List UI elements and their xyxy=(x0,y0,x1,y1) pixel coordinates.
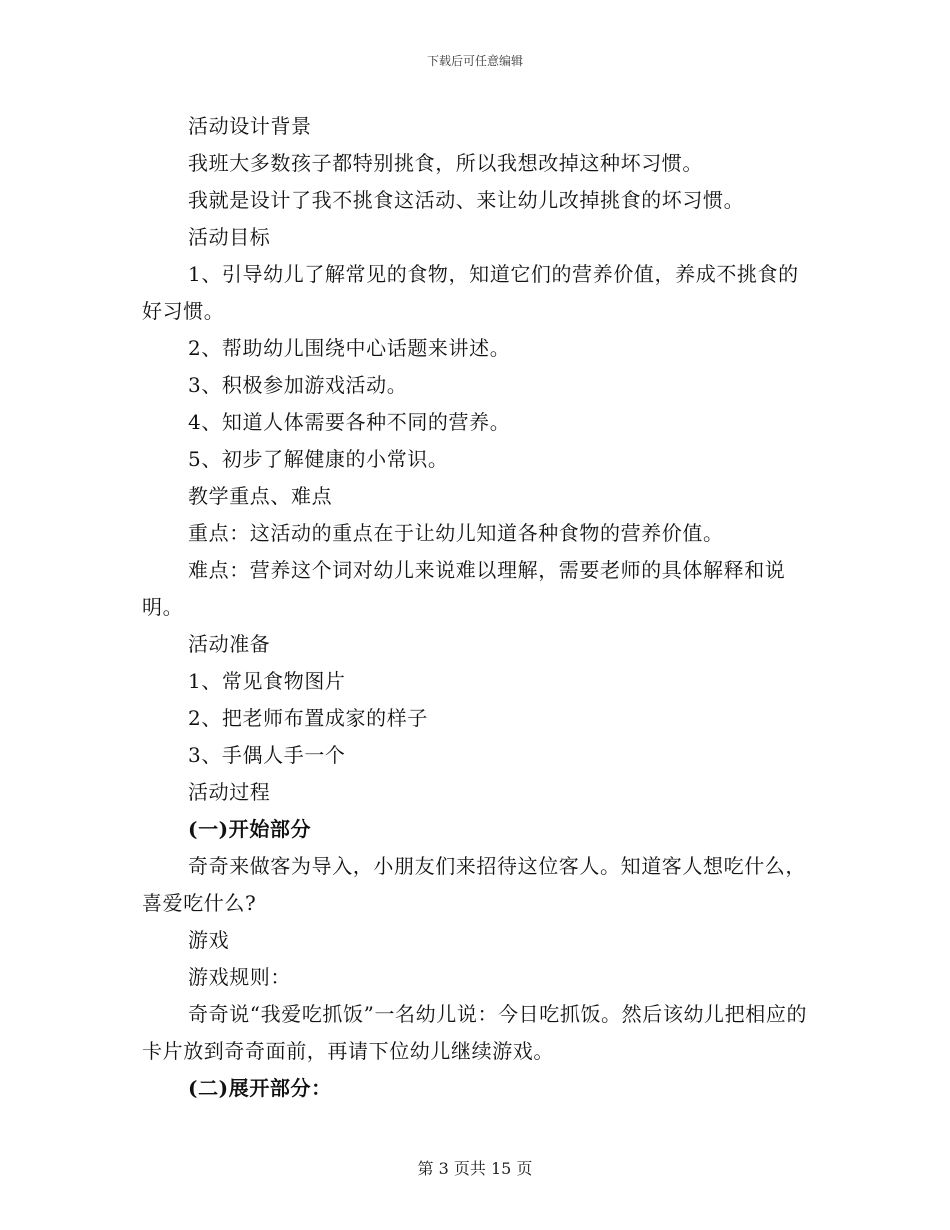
paragraph: 活动过程 xyxy=(188,780,271,804)
paragraph: 教学重点、难点 xyxy=(188,484,333,508)
paragraph: 奇奇说“我爱吃抓饭”一名幼儿说：今日吃抓饭。然后该幼儿把相应的卡片放到奇奇面前，再请下位幼儿继续游戏。 xyxy=(142,1002,808,1063)
paragraph: 活动目标 xyxy=(188,225,271,249)
paragraph: 活动准备 xyxy=(188,632,271,656)
paragraph: 奇奇来做客为导入，小朋友们来招待这位客人。知道客人想吃什么，喜爱吃什么? xyxy=(142,854,806,915)
document-body xyxy=(142,108,808,1107)
paragraph: 1、常见食物图片 xyxy=(188,669,346,693)
paragraph: 游戏 xyxy=(188,928,230,952)
paragraph: 1、引导幼儿了解常见的食物，知道它们的营养价值，养成不挑食的好习惯。 xyxy=(142,262,799,323)
section-heading: (二)展开部分： xyxy=(188,1076,332,1100)
paragraph: 3、手偶人手一个 xyxy=(188,743,346,767)
paragraph: 2、把老师布置成家的样子 xyxy=(188,706,428,730)
section-heading: (一)开始部分 xyxy=(188,817,312,841)
paragraph: 5、初步了解健康的小常识。 xyxy=(188,447,449,471)
paragraph: 3、积极参加游戏活动。 xyxy=(188,373,408,397)
paragraph: 我就是设计了我不挑食这活动、来让幼儿改掉挑食的坏习惯。 xyxy=(188,188,745,212)
paragraph: 2、帮助幼儿围绕中心话题来讲述。 xyxy=(188,336,511,360)
paragraph: 难点：营养这个词对幼儿来说难以理解，需要老师的具体解释和说明。 xyxy=(142,558,786,619)
paragraph: 重点：这活动的重点在于让幼儿知道各种食物的营养价值。 xyxy=(188,521,724,545)
page-footer: 第 3 页共 15 页 xyxy=(417,1159,533,1178)
paragraph: 我班大多数孩子都特别挑食，所以我想改掉这种坏习惯。 xyxy=(188,151,703,175)
paragraph: 4、知道人体需要各种不同的营养。 xyxy=(188,410,511,434)
page-header: 下载后可任意编辑 xyxy=(426,54,523,68)
paragraph: 游戏规则： xyxy=(188,965,291,989)
paragraph: 活动设计背景 xyxy=(188,114,312,138)
